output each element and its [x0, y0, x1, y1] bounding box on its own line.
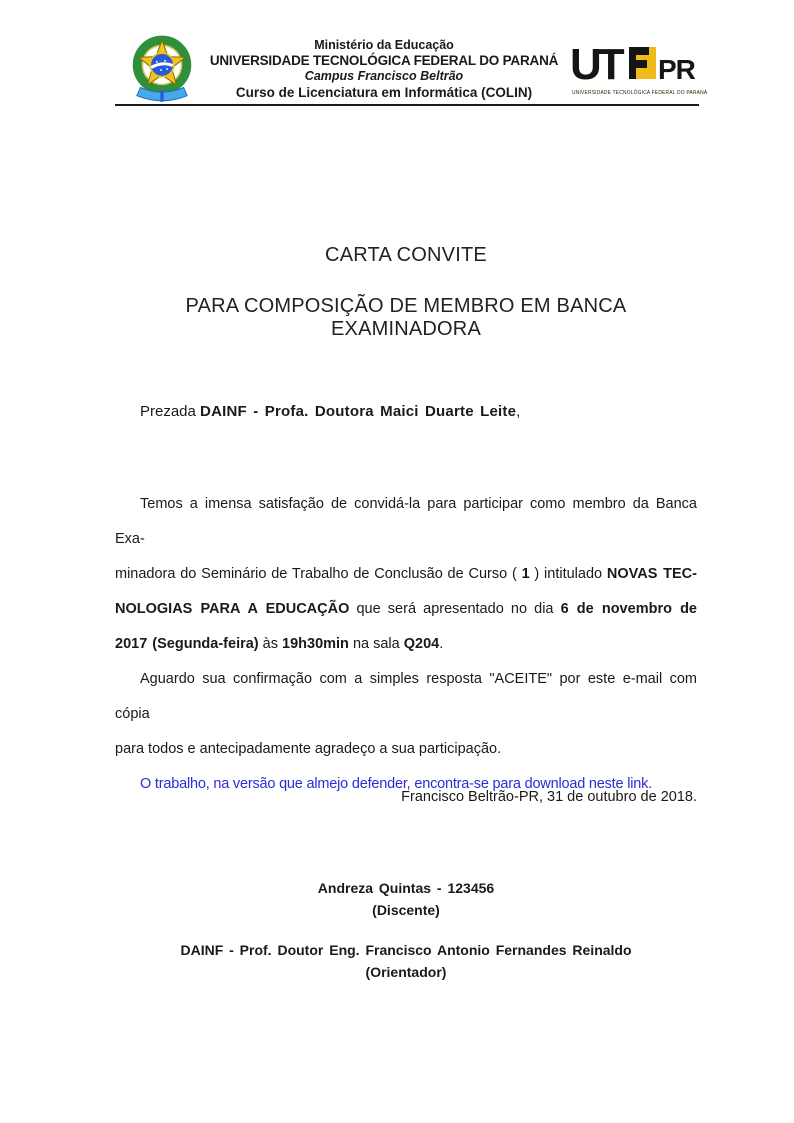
signature-student [115, 877, 697, 921]
letter-subtitle: PARA COMPOSIÇÃO DE MEMBRO EM BANCA EXAMINADORA [185, 295, 627, 340]
body-text: para todos e antecipadamente agradeço a sua participação. [115, 741, 502, 757]
utfpr-logo-ut: UT [572, 43, 621, 85]
defense-date-part: 6 de novembro de [560, 601, 697, 617]
ministry-line: Ministério da Educação [314, 38, 454, 52]
salutation-suffix: , [516, 403, 521, 420]
institution-header-text [188, 37, 580, 101]
salutation-line [140, 403, 520, 420]
body-text: minadora do Seminário de Trabalho de Conclusão de Curso ( [115, 566, 522, 582]
utfpr-logo [572, 43, 708, 97]
utfpr-logo-icon [572, 43, 698, 85]
signature-advisor-role: (Orientador) [365, 964, 447, 980]
body-line [115, 732, 697, 767]
course-line: Curso de Licenciatura em Informática (COLIN) [235, 85, 533, 100]
body-line [115, 592, 697, 627]
recipient-name: DAINF - Profa. Doutora Maici Duarte Leite [200, 403, 517, 420]
defense-time: 19h30min [282, 636, 349, 652]
university-line: UNIVERSIDADE TECNOLÓGICA FEDERAL DO PARANÁ [209, 53, 559, 68]
body-text: às [258, 636, 283, 652]
work-title-part: NOLOGIAS PARA A EDUCAÇÃO [115, 601, 350, 617]
campus-line: Campus Francisco Beltrão [304, 69, 464, 83]
signature-advisor-name: DAINF - Prof. Doutor Eng. Francisco Antonio Fernandes Reinaldo [180, 942, 632, 958]
salutation-prefix: Prezada [140, 403, 201, 420]
body-text: na sala [348, 636, 404, 652]
body-line [115, 627, 697, 662]
body-text: . [439, 636, 444, 652]
body-text: que será apresentado no dia [349, 601, 561, 617]
place-date-line: Francisco Beltrão-PR, 31 de outubro de 2018. [401, 789, 697, 805]
body-text: ) intitulado [529, 566, 607, 582]
signature-advisor [115, 939, 697, 983]
defense-date-part: 2017 (Segunda-feira) [115, 636, 259, 652]
body-line [115, 487, 697, 557]
work-title-part: NOVAS TEC- [606, 566, 697, 582]
letter-body [115, 487, 697, 802]
defense-room: Q204 [403, 636, 440, 652]
tcc-number: 1 [521, 566, 530, 582]
letter-title: CARTA CONVITE [325, 244, 487, 266]
body-line [115, 662, 697, 732]
body-line [115, 557, 697, 592]
header-divider-rule [115, 104, 699, 106]
download-link[interactable]: O trabalho, na versão que almejo defender, encontra-se para download neste link. [140, 776, 652, 792]
body-text: Aguardo sua confirmação com a simples resposta "ACEITE" por este e-mail com cópia [115, 671, 697, 722]
signature-student-name: Andreza Quintas - 123456 [317, 880, 495, 896]
body-text: Temos a imensa satisfação de convidá-la para participar como membro da Banca Exa- [115, 496, 697, 547]
utfpr-logo-caption: UNIVERSIDADE TECNOLÓGICA FEDERAL DO PARANÁ [572, 90, 708, 96]
signature-student-role: (Discente) [372, 902, 440, 918]
utfpr-logo-pr: PR [658, 54, 695, 85]
